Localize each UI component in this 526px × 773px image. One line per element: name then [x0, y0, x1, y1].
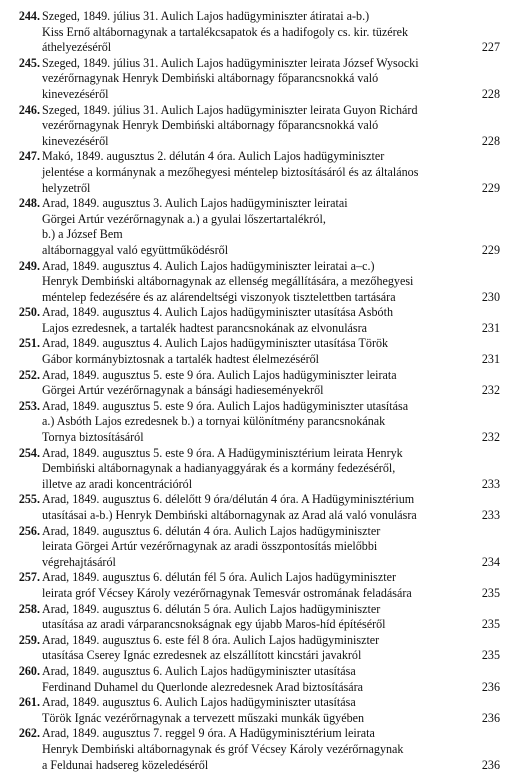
entry-text-line: méntelep fedezésére és az alárendeltségi viszonyok tisztelettben tartására — [42, 290, 488, 306]
page-number: 234 — [482, 555, 500, 571]
entry-text-line: Makó, 1849. augusztus 2. délután 4 óra. Aulich Lajos hadügyminiszter — [42, 149, 488, 165]
entry-text-line: Dembiński altábornagynak a hadianyaggyárak és a kormány fedezéséről, — [42, 461, 488, 477]
page-number: 231 — [482, 321, 500, 337]
entry-text-line: Gábor kormánybiztosnak a tartalék hadtest élelmezéséről — [42, 352, 488, 368]
table-of-contents — [0, 9, 526, 773]
entry-number: 256. — [6, 524, 40, 540]
page-number: 235 — [482, 586, 500, 602]
page-number: 229 — [482, 181, 500, 197]
page-number: 230 — [482, 290, 500, 306]
entry-text-line: Arad, 1849. augusztus 6. délután fél 5 óra. Aulich Lajos hadügyminiszter — [42, 570, 488, 586]
entry-text-line: végrehajtásáról — [42, 555, 488, 571]
entry-text-line: illetve az aradi koncentrációról — [42, 477, 488, 493]
entry-number: 245. — [6, 56, 40, 72]
toc-entry — [0, 492, 526, 523]
entry-text-line: Arad, 1849. augusztus 4. Aulich Lajos hadügyminiszter utasítása Török — [42, 336, 488, 352]
entry-text-line: vezérőrnagynak Henryk Dembiński altábornagy főparancsnokká való — [42, 71, 488, 87]
entry-text-line: Henryk Dembiński altábornagynak és gróf Vécsey Károly vezérőrnagynak — [42, 742, 488, 758]
entry-text-line: Arad, 1849. augusztus 6. délután 4 óra. Aulich Lajos hadügyminiszter — [42, 524, 488, 540]
page-number: 232 — [482, 430, 500, 446]
entry-number: 261. — [6, 695, 40, 711]
entry-text-line: Szeged, 1849. július 31. Aulich Lajos hadügyminiszter leirata József Wysocki — [42, 56, 488, 72]
entry-text-line: helyzetről — [42, 181, 488, 197]
entry-number: 244. — [6, 9, 40, 25]
toc-entry — [0, 524, 526, 571]
page-number: 233 — [482, 508, 500, 524]
entry-text-line: Arad, 1849. augusztus 7. reggel 9 óra. A Hadügyminisztérium leirata — [42, 726, 488, 742]
entry-text-line: Ferdinand Duhamel du Querlonde alezredesnek Arad biztosítására — [42, 680, 488, 696]
toc-entry — [0, 446, 526, 493]
entry-text-line: kinevezéséről — [42, 134, 488, 150]
page-number: 236 — [482, 758, 500, 773]
entry-text-line: Kiss Ernő altábornagynak a tartalékcsapatok és a hadifogoly cs. kir. tüzérek — [42, 25, 488, 41]
entry-text-line: Arad, 1849. augusztus 5. este 9 óra. Aulich Lajos hadügyminiszter leirata — [42, 368, 488, 384]
entry-number: 258. — [6, 602, 40, 618]
entry-number: 250. — [6, 305, 40, 321]
toc-entry — [0, 103, 526, 150]
toc-entry — [0, 633, 526, 664]
entry-text-line: Török Ignác vezérőrnagynak a tervezett műszaki munkák ügyében — [42, 711, 488, 727]
entry-text-line: Szeged, 1849. július 31. Aulich Lajos hadügyminiszter leirata Guyon Richárd — [42, 103, 488, 119]
entry-number: 260. — [6, 664, 40, 680]
toc-entry — [0, 56, 526, 103]
page-number: 229 — [482, 243, 500, 259]
entry-text-line: Tornya biztosításáról — [42, 430, 488, 446]
entry-text-line: Arad, 1849. augusztus 6. este fél 8 óra. Aulich Lajos hadügyminiszter — [42, 633, 488, 649]
entry-text-line: Arad, 1849. augusztus 5. este 9 óra. Aulich Lajos hadügyminiszter utasítása — [42, 399, 488, 415]
page-number: 228 — [482, 134, 500, 150]
entry-text-line: áthelyezéséről — [42, 40, 488, 56]
entry-text-line: utasítása Cserey Ignác ezredesnek az elszállított kincstári javakról — [42, 648, 488, 664]
entry-number: 259. — [6, 633, 40, 649]
entry-text-line: Arad, 1849. augusztus 6. délelőtt 9 óra/délután 4 óra. A Hadügyminisztérium — [42, 492, 488, 508]
toc-entry — [0, 9, 526, 56]
entry-number: 255. — [6, 492, 40, 508]
toc-entry — [0, 368, 526, 399]
entry-text-line: a Feldunai hadsereg közeledéséről — [42, 758, 488, 773]
entry-text-line: Görgei Artúr vezérőrnagynak a.) a gyulai lőszertartalékról, — [42, 212, 488, 228]
entry-number: 253. — [6, 399, 40, 415]
entry-text-line: utasításai a-b.) Henryk Dembiński altábornagynak az Arad alá való vonulásra — [42, 508, 488, 524]
entry-text-line: Arad, 1849. augusztus 5. este 9 óra. A Hadügyminisztérium leirata Henryk — [42, 446, 488, 462]
entry-number: 262. — [6, 726, 40, 742]
entry-text-line: Arad, 1849. augusztus 6. Aulich Lajos hadügyminiszter utasítása — [42, 695, 488, 711]
toc-entry — [0, 726, 526, 773]
page-number: 235 — [482, 617, 500, 633]
entry-text-line: jelentése a kormánynak a mezőhegyesi méntelep biztosításáról és az általános — [42, 165, 488, 181]
page-number: 228 — [482, 87, 500, 103]
entry-text-line: Görgei Artúr vezérőrnagynak a bánsági hadieseményekről — [42, 383, 488, 399]
entry-text-line: altábornaggyal való együttműködésről — [42, 243, 488, 259]
entry-text-line: utasítása az aradi várparancsnokságnak egy újabb Maros-híd építéséről — [42, 617, 488, 633]
toc-entry — [0, 602, 526, 633]
page-number: 227 — [482, 40, 500, 56]
entry-text-line: vezérőrnagynak Henryk Dembiński altábornagy főparancsnokká való — [42, 118, 488, 134]
entry-text-line: Arad, 1849. augusztus 4. Aulich Lajos hadügyminiszter utasítása Asbóth — [42, 305, 488, 321]
entry-number: 257. — [6, 570, 40, 586]
entry-text-line: leirata Görgei Artúr vezérőrnagynak az aradi összpontosítás mielőbbi — [42, 539, 488, 555]
toc-entry — [0, 259, 526, 306]
page-number: 236 — [482, 680, 500, 696]
page-number: 232 — [482, 383, 500, 399]
entry-text-line: Arad, 1849. augusztus 4. Aulich Lajos hadügyminiszter leiratai a–c.) — [42, 259, 488, 275]
toc-entry — [0, 695, 526, 726]
entry-number: 246. — [6, 103, 40, 119]
entry-text-line: Henryk Dembiński altábornagynak az ellenség megállítására, a mezőhegyesi — [42, 274, 488, 290]
page-number: 235 — [482, 648, 500, 664]
toc-entry — [0, 570, 526, 601]
entry-text-line: Arad, 1849. augusztus 3. Aulich Lajos hadügyminiszter leiratai — [42, 196, 488, 212]
entry-number: 248. — [6, 196, 40, 212]
toc-entry — [0, 336, 526, 367]
page-number: 236 — [482, 711, 500, 727]
entry-number: 254. — [6, 446, 40, 462]
entry-text-line: kinevezéséről — [42, 87, 488, 103]
toc-entry — [0, 399, 526, 446]
entry-text-line: Arad, 1849. augusztus 6. Aulich Lajos hadügyminiszter utasítása — [42, 664, 488, 680]
entry-number: 252. — [6, 368, 40, 384]
toc-entry — [0, 305, 526, 336]
toc-entry — [0, 664, 526, 695]
entry-text-line: a.) Asbóth Lajos ezredesnek b.) a tornyai különítmény parancsnokának — [42, 414, 488, 430]
entry-number: 247. — [6, 149, 40, 165]
entry-text-line: Szeged, 1849. július 31. Aulich Lajos hadügyminiszter átiratai a-b.) — [42, 9, 488, 25]
entry-text-line: b.) a József Bem — [42, 227, 488, 243]
page-number: 233 — [482, 477, 500, 493]
entry-number: 249. — [6, 259, 40, 275]
toc-entry — [0, 149, 526, 196]
entry-text-line: Lajos ezredesnek, a tartalék hadtest parancsnokának az elvonulásra — [42, 321, 488, 337]
toc-entry — [0, 196, 526, 258]
entry-text-line: leirata gróf Vécsey Károly vezérőrnagynak Temesvár ostromának feladására — [42, 586, 488, 602]
page-number: 231 — [482, 352, 500, 368]
entry-number: 251. — [6, 336, 40, 352]
entry-text-line: Arad, 1849. augusztus 6. délután 5 óra. Aulich Lajos hadügyminiszter — [42, 602, 488, 618]
